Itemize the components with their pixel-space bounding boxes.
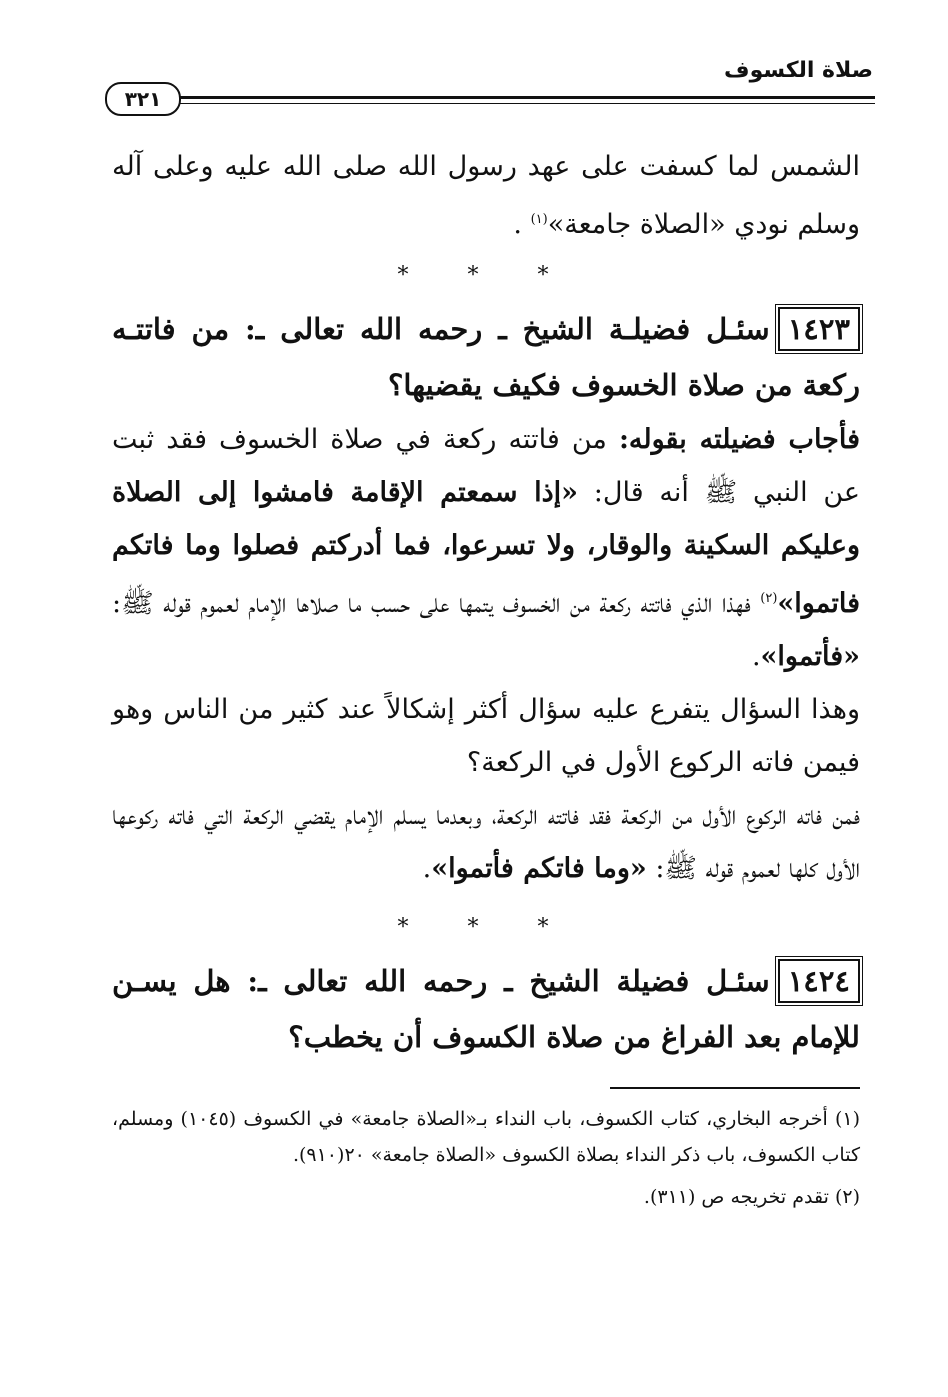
question-1424 [112,953,860,1065]
answer-paragraph-3 [112,789,860,895]
running-title: صلاة الكسوف [724,58,873,83]
question-number-box: ١٤٢٣ [778,307,860,351]
question-number-box: ١٤٢٤ [778,959,860,1003]
footnote-ref-1: (١) [530,212,548,227]
footnote-1: (١) أخرجه البخاري، كتاب الكسوف، باب النداء بـ«الصلاة جامعة» في الكسوف (١٠٤٥) ومسلم، كتاب الكسوف، باب ذكر النداء بصلاة الكسوف «الصلاة جامعة» ٢٠(٩١٠). [112,1108,860,1166]
answer-1423 [112,413,860,683]
answer-text: فهذا الذي فاتته ركعة من الخسوف يتمها على حسب ما صلاها الإمام لعموم قوله ﷺ: [112,588,761,619]
continuation-end: . [513,209,531,240]
main-text [112,140,860,1215]
footnote-divider [610,1087,860,1089]
header-rule [175,96,875,104]
footnotes [112,1101,860,1215]
question-text: سئـل فضيلـة الشيخ ـ رحمه الله تعالى ـ: من فاتتـه ركعة من صلاة الخسوف فكيف يقضيها؟ [112,312,860,402]
footnote-ref-2: (٢) [760,591,778,606]
answer-text: . [751,641,761,672]
answer-lead: فأجاب فضيلته بقوله: [618,424,861,455]
hadith-quote: «فأتموا» [760,641,860,672]
answer-paragraph-2: وهذا السؤال يتفرع عليه سؤال أكثر إشكالاً عند كثير من الناس وهو فيمن فاته الركوع الأول في الركعة؟ [112,694,860,778]
section-separator: * * * [397,263,575,288]
footnote-2: (٢) تقدم تخريجه ص (٣١١). [643,1186,860,1208]
answer-text: . [422,853,432,884]
question-1423 [112,301,860,413]
hadith-quote: «وما فاتكم فأتموا» [431,853,647,884]
question-text: سئـل فضيلة الشيخ ـ رحمه الله تعالى ـ: هل يسـن للإمام بعد الفراغ من صلاة الكسوف أن يخطب؟ [112,964,860,1054]
continuation-paragraph [112,140,860,251]
hadith-quote: «إذا سمعتم الإقامة فامشوا إلى الصلاة وعليكم السكينة والوقار، ولا تسرعوا، فما أدركتم فصلوا وما فاتكم فاتموا» [112,477,860,619]
answer-text: من فاتته ركعة في صلاة الخسوف فقد ثبت عن النبي ﷺ أنه قال: [112,424,861,508]
continuation-text: الشمس لما كسفت على عهد رسول الله صلى الله عليه وعلى آله وسلم نودي «الصلاة جامعة» [112,151,860,240]
page-number: ٣٢١ [105,82,181,116]
page-header [105,56,875,126]
section-separator: * * * [397,915,575,940]
answer-text: فمن فاته الركوع الأول من الركعة فقد فاتته الركعة، وبعدما يسلم الإمام يقضي الركعة التي فاته ركوعها الأول كلها لعموم قوله ﷺ: [112,800,860,884]
